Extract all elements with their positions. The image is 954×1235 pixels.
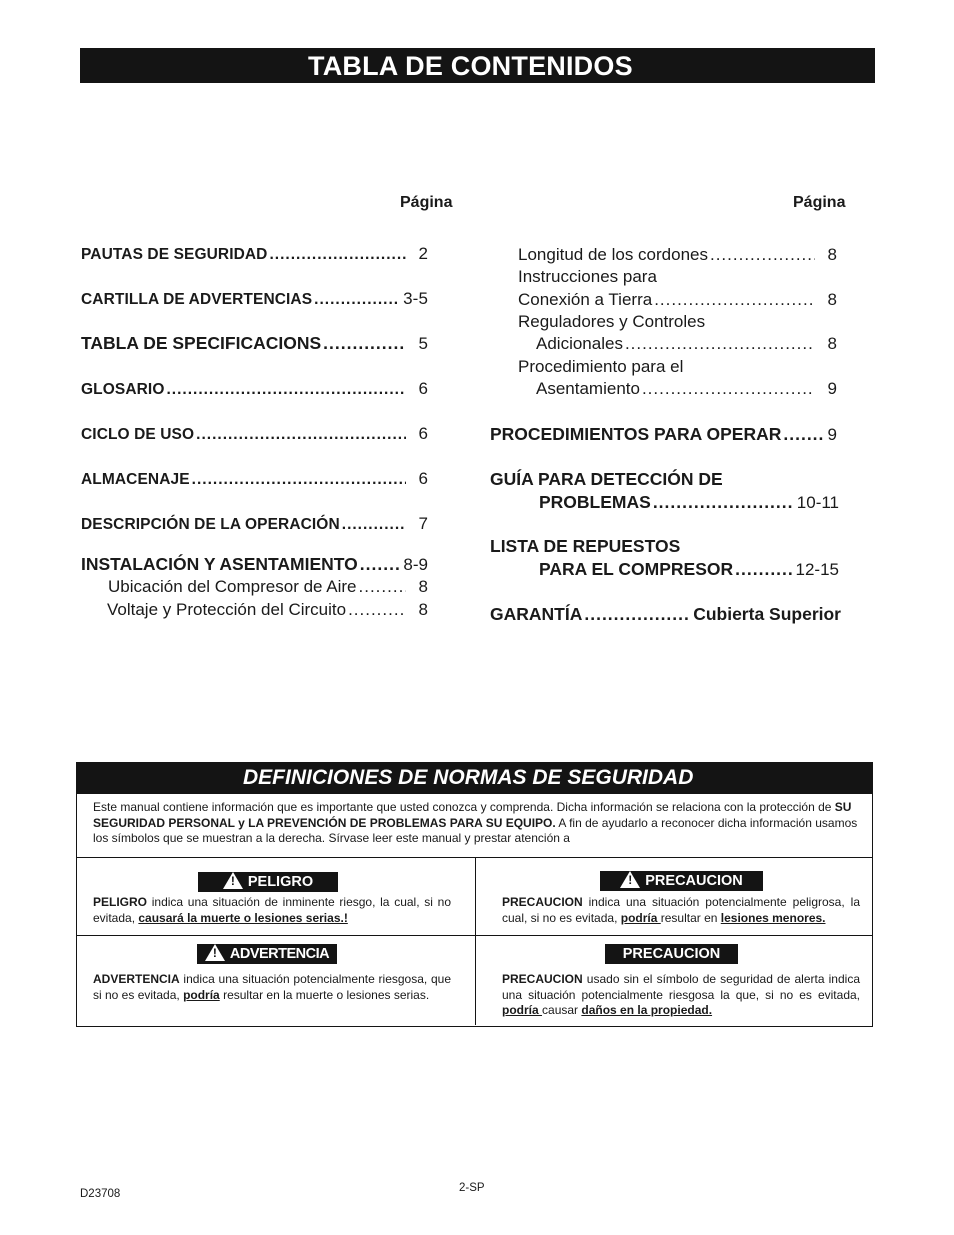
warning-triangle-icon <box>223 872 243 889</box>
warning-badge: !ADVERTENCIA <box>197 944 337 964</box>
toc-subentry-label: Procedimiento para el <box>518 357 684 376</box>
danger-definition: PELIGRO indica una situación de inminente riesgo, la cual, si no evitada, causará la muerte o lesiones serias.! <box>93 895 451 925</box>
toc-subentry[interactable]: Voltaje y Protección del Circuito ..... 8 <box>107 600 428 620</box>
toc-entry[interactable]: PROCEDIMIENTOS PARA OPERAR ..... 9 <box>490 424 837 445</box>
toc-entry[interactable]: PROBLEMAS ..... 10-11 <box>539 492 839 513</box>
document-number: D23708 <box>80 1188 121 1200</box>
toc-entry-label: LISTA DE REPUESTOS <box>490 536 681 556</box>
title-bar <box>80 48 875 83</box>
page-column-header-right: Página <box>793 194 846 211</box>
toc-entry[interactable]: TABLA DE SPECIFICACIONS ..... 5 <box>81 333 428 354</box>
divider <box>475 857 476 1025</box>
definitions-intro: Este manual contiene información que es importante que usted conozca y comprenda. Dicha información se relaciona con la protección de SU SEGURIDAD PERSONAL y LA PREVENCIÓN DE PROBLEMAS PARA SU EQUIPO. A fin de ayudarlo a reconocer dicha información usamos los símbolos que se muestran a la derecha. Sírvase leer este manual y prestar atención a <box>93 800 858 845</box>
toc-entry[interactable]: CARTILLA DE ADVERTENCIAS ..... 3-5 <box>81 289 428 309</box>
caution-badge: !PRECAUCION <box>600 871 763 891</box>
toc-subentry[interactable]: Ubicación del Compresor de Aire ..... 8 <box>108 577 428 597</box>
toc-subentry-label: Instrucciones para <box>518 267 657 286</box>
safety-definitions-box <box>76 762 873 1027</box>
danger-badge: !PELIGRO <box>198 872 338 892</box>
toc-subentry[interactable]: Conexión a Tierra ..... 8 <box>518 290 837 310</box>
toc-entry[interactable]: PARA EL COMPRESOR ..... 12-15 <box>539 559 839 580</box>
caution-definition: PRECAUCION indica una situación potencialmente peligrosa, la cual, si no es evitada, podría resultar en lesiones menores. <box>502 895 860 925</box>
toc-subentry[interactable]: Adicionales ..... 8 <box>536 334 837 354</box>
page-number: 2-SP <box>459 1182 485 1194</box>
page-column-header-left: Página <box>400 194 453 211</box>
caution-badge-no-symbol: PRECAUCION <box>605 944 738 964</box>
toc-entry[interactable]: PAUTAS DE SEGURIDAD ..... 2 <box>81 244 428 264</box>
toc-entry[interactable]: GARANTÍA ..... Cubierta Superior <box>490 604 841 625</box>
warning-definition: ADVERTENCIA indica una situación potencialmente riesgosa, que si no es evitada, podría resultar en la muerte o lesiones serias. <box>93 972 451 1002</box>
warning-triangle-icon <box>620 871 640 888</box>
toc-entry[interactable]: ALMACENAJE ..... 6 <box>81 469 428 489</box>
page-title: TABLA DE CONTENIDOS <box>308 51 633 81</box>
toc-subentry[interactable]: Longitud de los cordones ..... 8 <box>518 245 837 265</box>
warning-triangle-icon <box>205 944 225 961</box>
toc-entry[interactable]: INSTALACIÓN Y ASENTAMIENTO ..... 8-9 <box>81 554 428 575</box>
toc-entry-label: GUÍA PARA DETECCIÓN DE <box>490 469 723 489</box>
caution-no-symbol-definition: PRECAUCION usado sin el símbolo de seguridad de alerta indica una situación potencialmente riesgosa la que, si no es evitada, podría causar daños en la propiedad. <box>502 972 860 1017</box>
toc-subentry[interactable]: Asentamiento ..... 9 <box>536 379 837 399</box>
toc-entry[interactable]: DESCRIPCIÓN DE LA OPERACIÓN ..... 7 <box>81 514 428 534</box>
definitions-heading: DEFINICIONES DE NORMAS DE SEGURIDAD <box>243 766 694 789</box>
toc-subentry-label: Reguladores y Controles <box>518 312 706 331</box>
toc-entry[interactable]: CICLO DE USO ..... 6 <box>81 424 428 444</box>
definitions-header <box>77 763 872 794</box>
toc-entry[interactable]: GLOSARIO ..... 6 <box>81 379 428 399</box>
